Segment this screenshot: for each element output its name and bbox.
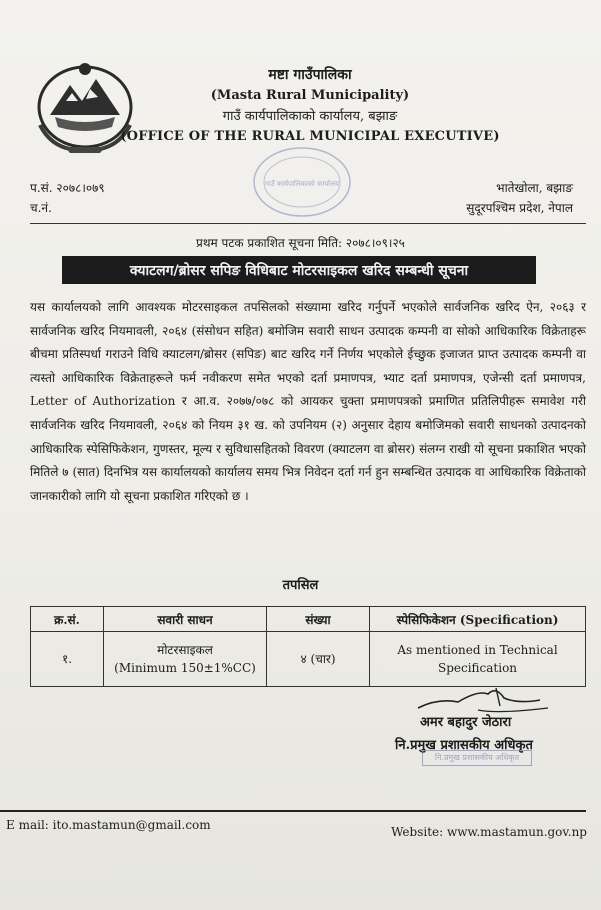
- col-specification: स्पेसिफिकेशन (Specification): [370, 607, 586, 632]
- reference-block: [30, 178, 105, 218]
- col-quantity: संख्या: [267, 607, 370, 632]
- municipality-name-nepali: मष्टा गाउँपालिका: [268, 67, 352, 83]
- letterhead: [120, 65, 500, 144]
- reference-number: प.सं. २०७८।०७९: [30, 181, 105, 195]
- cell-specification: [370, 632, 586, 687]
- published-date: प्रथम पटक प्रकाशित सूचना मिति: २०७८।०९।२५: [196, 236, 405, 250]
- spec-line-1: As mentioned in Technical: [397, 643, 558, 657]
- table-row: [31, 632, 586, 687]
- vehicle-name: मोटरसाइकल: [157, 643, 213, 657]
- municipality-name-english: (Masta Rural Municipality): [210, 88, 410, 103]
- signatory-name: अमर बहादुर जेठारा: [420, 715, 512, 730]
- spec-line-2: Specification: [437, 661, 518, 675]
- footer-website: Website: www.mastamun.gov.np: [391, 825, 587, 839]
- footer-divider: [0, 810, 586, 812]
- vehicle-capacity: (Minimum 150±1%CC): [114, 661, 256, 675]
- address-line-1: भातेखोला, बझाङ: [496, 181, 573, 195]
- cell-vehicle: [104, 632, 267, 687]
- cell-quantity: ४ (चार): [267, 632, 370, 687]
- cell-sn: १.: [31, 632, 104, 687]
- designation-stamp: नि.प्रमुख प्रशासकीय अधिकृत: [422, 750, 532, 766]
- dispatch-number: च.नं.: [30, 201, 52, 215]
- office-stamp-icon: [248, 142, 356, 222]
- address-line-2: सुदूरपश्चिम प्रदेश, नेपाल: [466, 201, 573, 215]
- col-sn: क्र.सं.: [31, 607, 104, 632]
- notice-title: क्याटलग/ब्रोसर सपिङ विधिबाट मोटरसाइकल खरिद सम्बन्धी सूचना: [62, 256, 536, 284]
- col-vehicle: सवारी साधन: [104, 607, 267, 632]
- signatory-designation: नि.प्रमुख प्रशासकीय अधिकृत: [395, 738, 533, 753]
- footer-email: E mail: ito.mastamun@gmail.com: [6, 818, 211, 832]
- table-header-row: [31, 607, 586, 632]
- schedule-heading: तपसिल: [282, 578, 319, 593]
- specification-table: [30, 606, 586, 687]
- office-name-english: (OFFICE OF THE RURAL MUNICIPAL EXECUTIVE): [120, 129, 500, 144]
- address-block: [466, 178, 573, 218]
- office-name-nepali: गाउँ कार्यपालिकाको कार्यालय, बझाङ: [222, 109, 398, 124]
- header-divider: [30, 223, 586, 224]
- notice-body: यस कार्यालयको लागि आवश्यक मोटरसाइकल तपसिलको संख्यामा खरिद गर्नुपर्ने भएकोले सार्वजनिक खरिद ऐन, २०६३ र सार्वजनिक खरिद नियमावली, २०६४ (संसोधन सहित) बमोजिम सवारी साधन उत्पादक कम्पनी वा सोको आधिकारिक विक्रेताहरू बीचमा प्रतिस्पर्धा गराउने विधि क्याटलग/ब्रोसर (सपिङ) बाट खरिद गर्ने निर्णय भएकोले ईच्छुक इजाजत प्राप्त उत्पादक कम्पनी वा त्यस्तो आधिकारिक विक्रेताहरूले फर्म नवीकरण समेत भएको दर्ता प्रमाणपत्र, भ्याट दर्ता प्रमाणपत्र, एजेन्सी दर्ता प्रमाणपत्र, Letter of Authorization र आ.व. २०७७/०७८ को आयकर चुक्ता प्रमाणपत्रको प्रमाणित प्रतिलिपीहरू समावेश गरी सार्वजनिक खरिद नियमावली, २०६४ को नियम ३१ ख. को उपनियम (२) अनुसार देहाय बमोजिमको सवारी साधनको उत्पादनको आधिकारिक स्पेसिफिकेशन, गुणस्तर, मूल्य र सुविधासहितको विवरण (क्याटलग वा ब्रोसर) संलग्न राखी यो सूचना प्रकाशित भएको मितिले ७ (सात) दिनभित्र यस कार्यालयको कार्यालय समय भित्र निवेदन दर्ता गर्न हुन सम्बन्धित उत्पादक वा आधिकारिक विक्रेताको जानकारीको लागि यो सूचना प्रकाशित गरिएको छ ।: [30, 300, 586, 503]
- stamp-text: गाउँ कार्यपालिकाको कार्यालय: [265, 180, 339, 188]
